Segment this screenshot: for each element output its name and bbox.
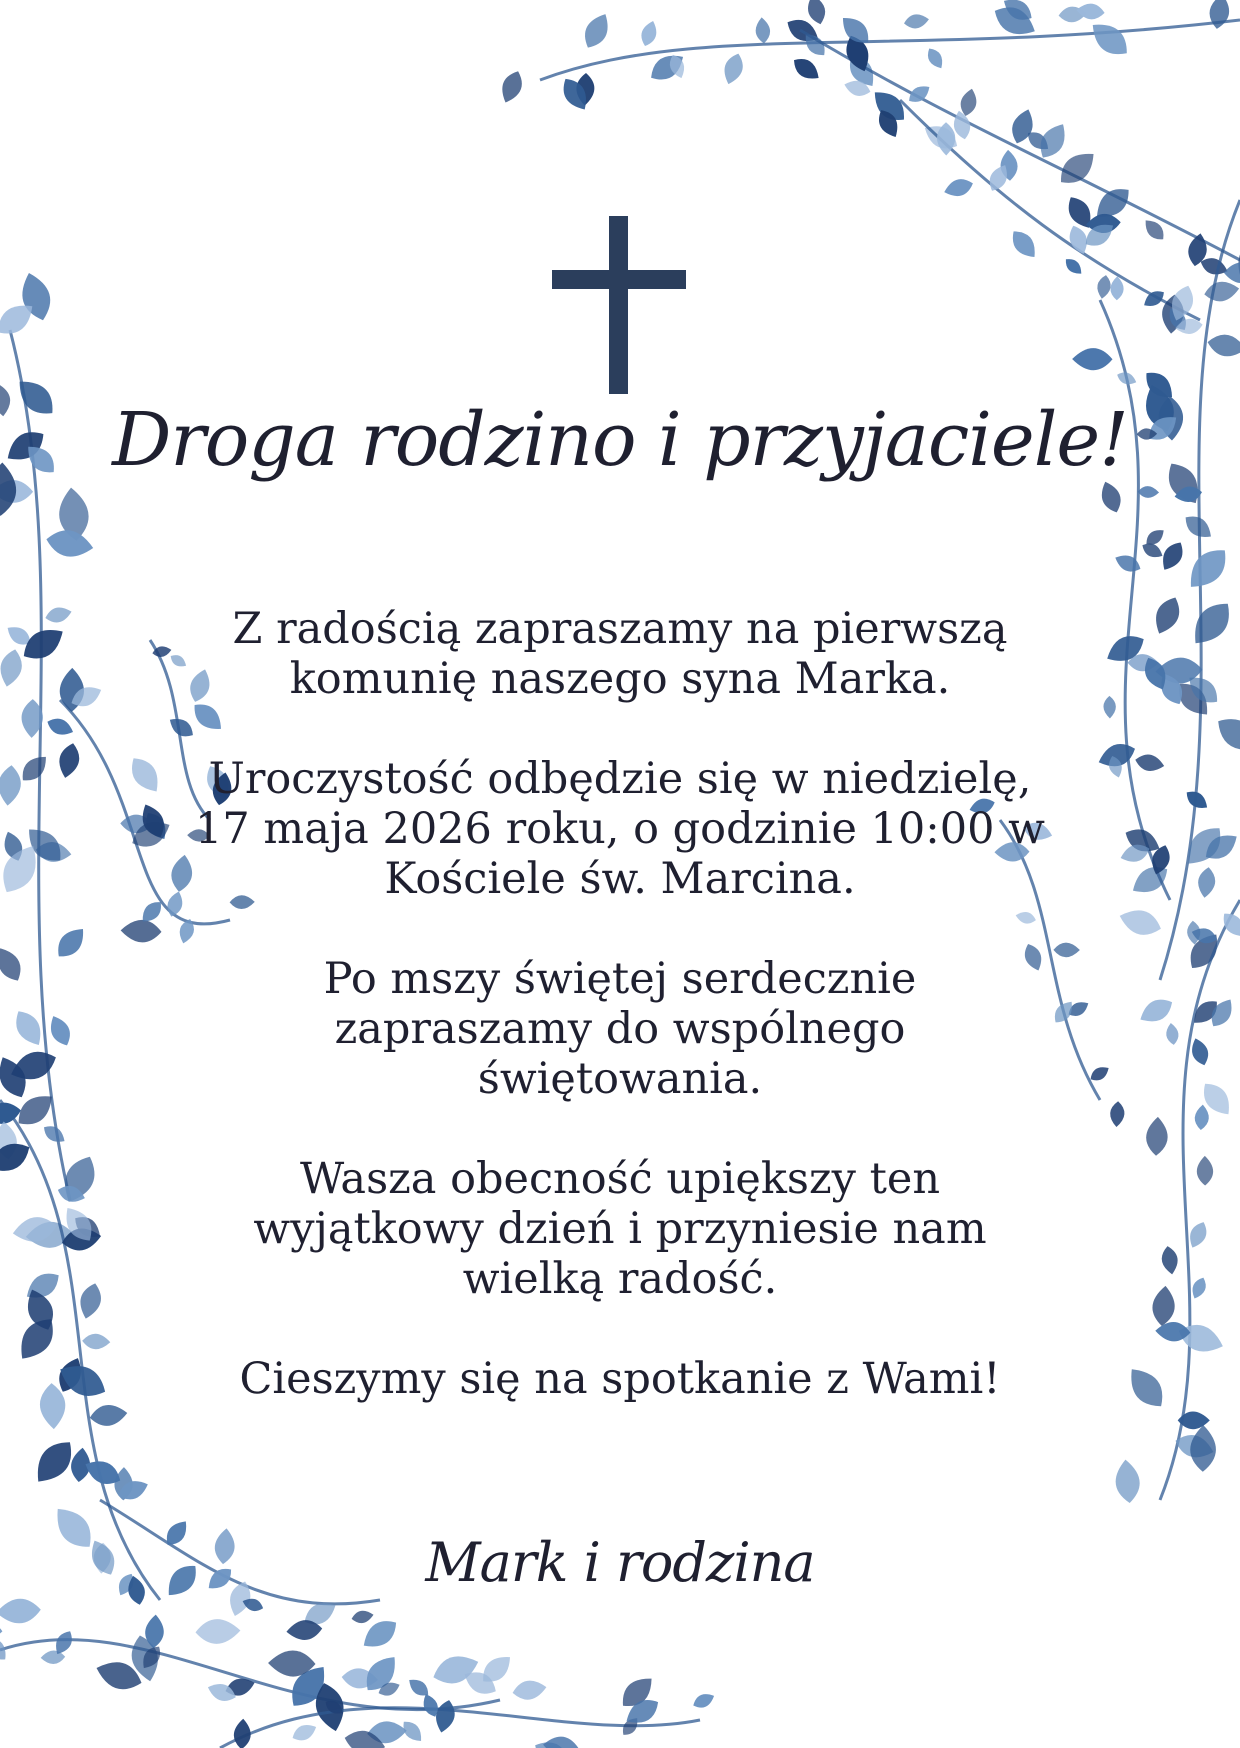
leaf bbox=[1109, 1101, 1125, 1128]
leaf bbox=[195, 1618, 241, 1645]
leaf bbox=[0, 462, 17, 516]
leaf bbox=[1197, 1156, 1214, 1186]
leaf bbox=[1095, 274, 1112, 300]
leaf bbox=[85, 1536, 120, 1579]
foliage-bottom bbox=[0, 1467, 717, 1748]
leaf bbox=[754, 17, 771, 44]
invitation-body bbox=[190, 604, 1050, 1404]
leaf bbox=[804, 0, 828, 26]
leaf bbox=[1112, 551, 1143, 576]
leaf bbox=[1224, 262, 1240, 283]
leaf bbox=[1190, 1425, 1216, 1472]
leaf bbox=[579, 9, 615, 52]
leaf bbox=[903, 12, 930, 30]
leaf bbox=[638, 19, 660, 48]
cross-vertical-bar bbox=[609, 216, 628, 394]
leaf bbox=[1114, 1458, 1142, 1504]
leaf bbox=[1145, 1116, 1168, 1156]
leaf bbox=[233, 1718, 252, 1748]
leaf bbox=[942, 176, 975, 201]
leaf bbox=[1122, 1361, 1172, 1414]
paragraph-invitation: Z radością zapraszamy na pierwszą komunię naszego syna Marka. bbox=[232, 604, 1008, 704]
greeting-heading: Droga rodzino i przyjaciele! bbox=[112, 397, 1128, 483]
leaf bbox=[1160, 1245, 1180, 1276]
leaf bbox=[1206, 332, 1240, 360]
leaf bbox=[51, 922, 90, 963]
cross-horizontal-bar bbox=[552, 270, 686, 289]
leaf bbox=[213, 1527, 236, 1565]
leaf bbox=[164, 889, 185, 918]
leaf bbox=[168, 652, 189, 670]
leaf bbox=[1211, 710, 1240, 760]
paragraph-ceremony-details: Uroczystość odbędzie się w niedzielę, 17 maja 2026 roku, o godzinie 10:00 w Kościele św. Marcina. bbox=[195, 754, 1045, 904]
leaf bbox=[44, 604, 74, 625]
leaf bbox=[161, 1516, 192, 1549]
paragraph-celebration: Po mszy świętej serdecznie zapraszamy do wspólnego świętowania. bbox=[323, 954, 917, 1104]
leaf bbox=[1185, 1219, 1210, 1251]
leaf bbox=[1203, 279, 1240, 304]
leaf bbox=[691, 1690, 717, 1711]
leaf bbox=[290, 1720, 320, 1744]
leaf bbox=[720, 51, 747, 87]
leaf bbox=[1053, 943, 1080, 958]
leaf bbox=[1062, 255, 1085, 278]
leaf bbox=[45, 715, 76, 739]
leaf bbox=[0, 764, 23, 807]
leaf bbox=[124, 752, 165, 798]
leaf bbox=[120, 919, 162, 943]
leaf bbox=[44, 526, 96, 560]
leaf bbox=[0, 647, 25, 689]
leaf bbox=[1149, 593, 1185, 638]
leaf bbox=[1207, 0, 1232, 30]
leaf bbox=[1189, 1275, 1209, 1301]
leaf bbox=[11, 373, 61, 422]
leaf bbox=[511, 1678, 548, 1702]
leaf bbox=[1116, 904, 1164, 940]
leaf bbox=[161, 1559, 204, 1603]
paragraph-wishes: Wasza obecność upiększy ten wyjątkowy dzień i przyniesie nam wielką radość. bbox=[253, 1154, 987, 1304]
leaf bbox=[1165, 1022, 1180, 1046]
leaf bbox=[0, 943, 27, 985]
cross-icon bbox=[552, 216, 686, 394]
leaf bbox=[56, 741, 83, 780]
leaf bbox=[350, 1609, 374, 1625]
leaf bbox=[1072, 348, 1113, 370]
signature: Mark i rodzina bbox=[425, 1531, 815, 1594]
leaf bbox=[1196, 866, 1217, 899]
leaf bbox=[1136, 993, 1177, 1028]
leaf bbox=[542, 1735, 579, 1748]
leaf bbox=[1194, 1104, 1210, 1131]
leaf bbox=[1137, 486, 1159, 499]
leaf bbox=[1188, 1036, 1212, 1068]
vine-stem bbox=[1160, 900, 1240, 1500]
leaf bbox=[82, 1333, 111, 1350]
leaf bbox=[76, 1281, 105, 1321]
leaf bbox=[0, 1621, 3, 1639]
leaf bbox=[0, 1597, 42, 1624]
leaf bbox=[1134, 752, 1166, 774]
leaf bbox=[0, 384, 12, 417]
leaf bbox=[1103, 696, 1116, 719]
leaf bbox=[47, 1500, 100, 1555]
leaf bbox=[497, 68, 527, 106]
leaf bbox=[225, 1579, 254, 1619]
leaf bbox=[789, 53, 823, 84]
paragraph-closing: Cieszymy się na spotkanie z Wami! bbox=[239, 1354, 1001, 1404]
leaf bbox=[1007, 226, 1042, 263]
leaf bbox=[1181, 541, 1235, 596]
leaf bbox=[45, 1012, 75, 1049]
leaf bbox=[1085, 16, 1135, 63]
leaf bbox=[1157, 538, 1188, 574]
leaf bbox=[1110, 276, 1124, 300]
leaf bbox=[1185, 595, 1239, 652]
leaf bbox=[16, 750, 52, 786]
leaf bbox=[1151, 1285, 1177, 1327]
leaf bbox=[924, 45, 947, 71]
leaf bbox=[88, 1403, 128, 1428]
